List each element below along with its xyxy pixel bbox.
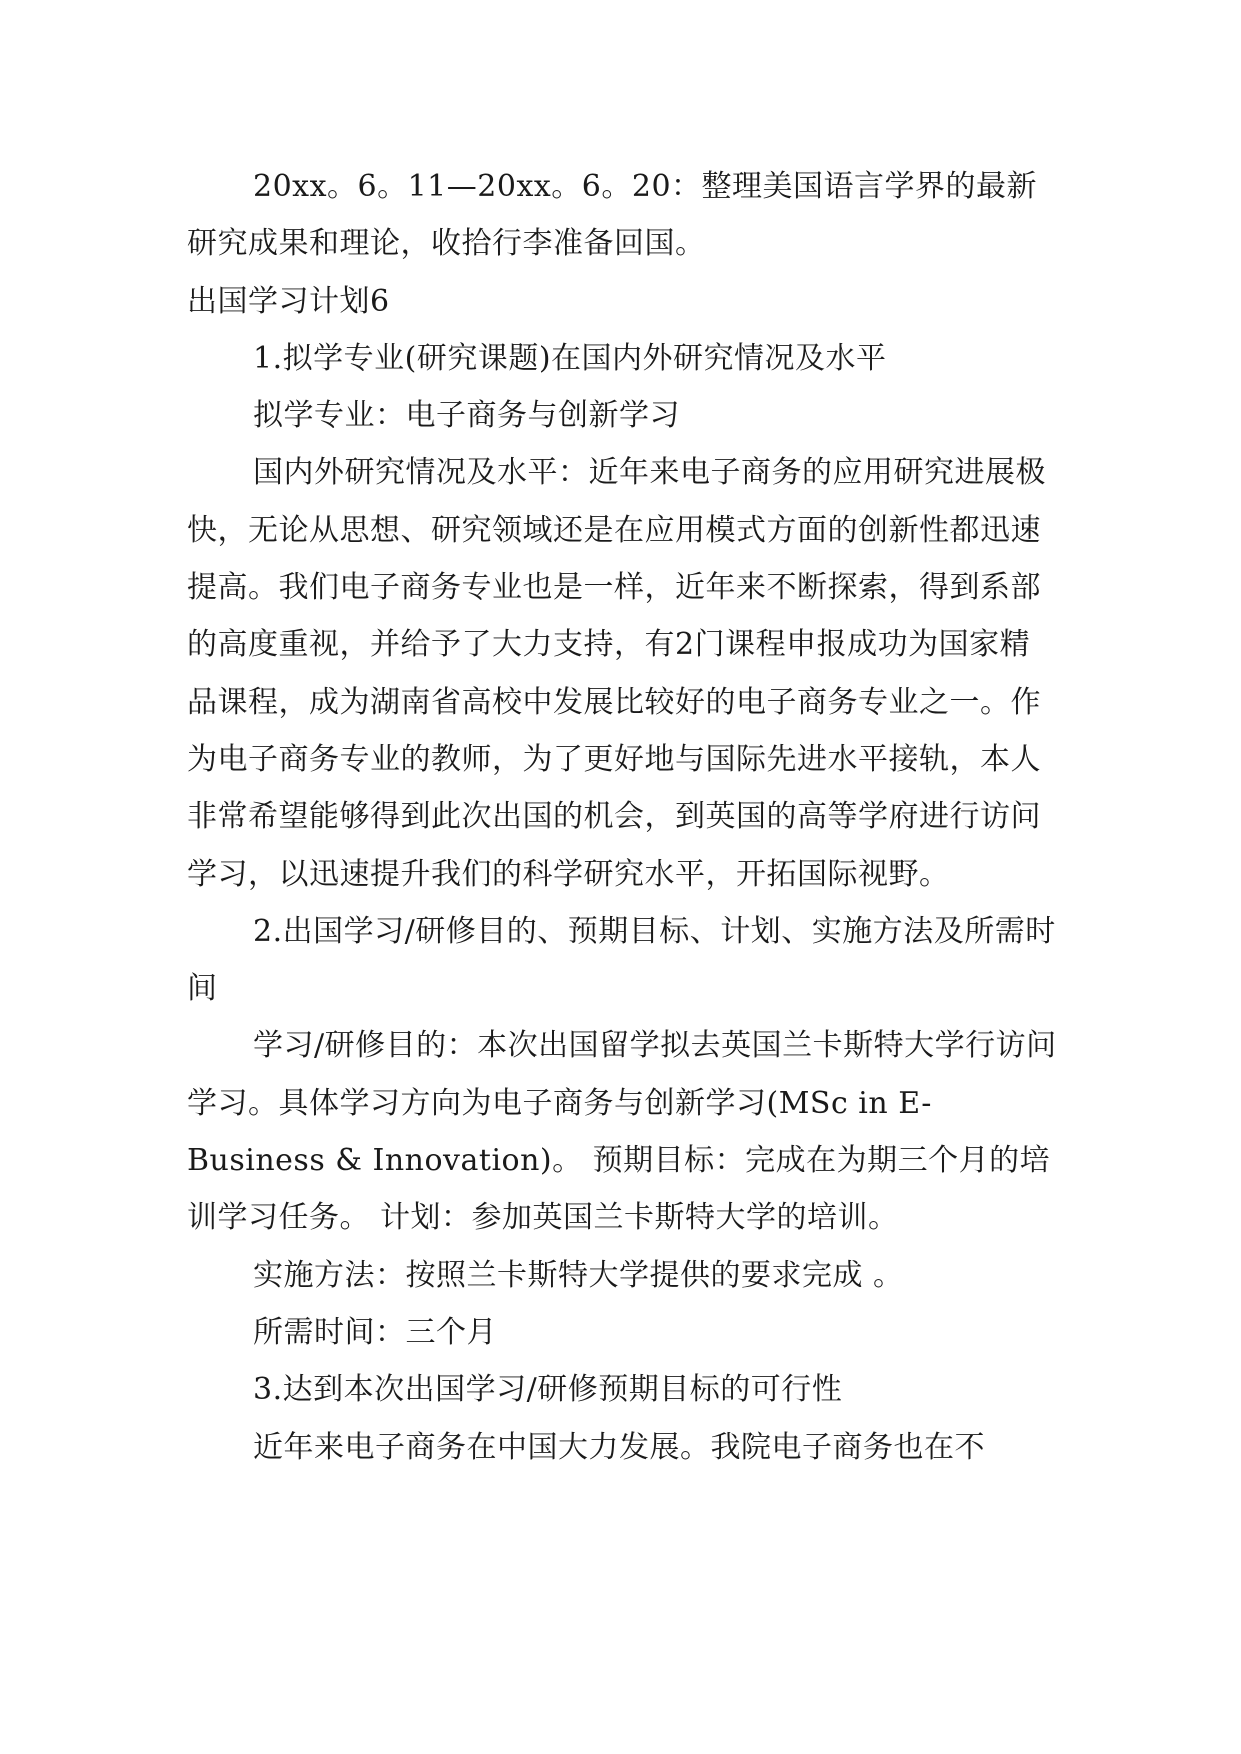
section-heading: 出国学习计划6 — [187, 283, 390, 319]
paragraph-method: 实施方法：按照兰卡斯特大学提供的要求完成 。 — [253, 1257, 904, 1293]
paragraph-research-status: 国内外研究情况及水平：近年来电子商务的应用研究进展极快，无论从思想、研究领域还是在应用模式方面的创新性都迅速提高。我们电子商务专业也是一样，近年来不断探索，得到系部的高度重视，并给予了大力支持，有2门课程申报成功为国家精品课程，成为湖南省高校中发展比较好的电子商务专业之一。作为电子商务专业的教师，为了更好地与国际先进水平接轨，本人非常希望能够得到此次出国的机会，到英国的高等学府进行访问学习，以迅速提升我们的科学研究水平，开拓国际视野。 — [187, 455, 1046, 892]
item-heading-1: 1.拟学专业(研究课题)在国内外研究情况及水平 — [253, 340, 887, 376]
paragraph-feasibility: 近年来电子商务在中国大力发展。我院电子商务也在不 — [253, 1429, 985, 1465]
document-body — [187, 158, 1057, 1476]
item-heading-3: 3.达到本次出国学习/研修预期目标的可行性 — [253, 1372, 843, 1408]
paragraph-duration: 所需时间：三个月 — [253, 1314, 497, 1350]
paragraph-study-purpose: 学习/研修目的：本次出国留学拟去英国兰卡斯特大学行访问学习。具体学习方向为电子商务与创新学习(MSc in E-Business & Innovation)。 预期目标：完成在为期三个月的培训学习任务。 计划：参加英国兰卡斯特大学的培训。 — [187, 1028, 1057, 1236]
item-heading-2: 2.出国学习/研修目的、预期目标、计划、实施方法及所需时间 — [187, 913, 1056, 1007]
paragraph-schedule-item: 20xx。6。11—20xx。6。20：整理美国语言学界的最新研究成果和理论，收拾行李准备回国。 — [187, 169, 1038, 262]
paragraph-major: 拟学专业：电子商务与创新学习 — [253, 398, 680, 434]
